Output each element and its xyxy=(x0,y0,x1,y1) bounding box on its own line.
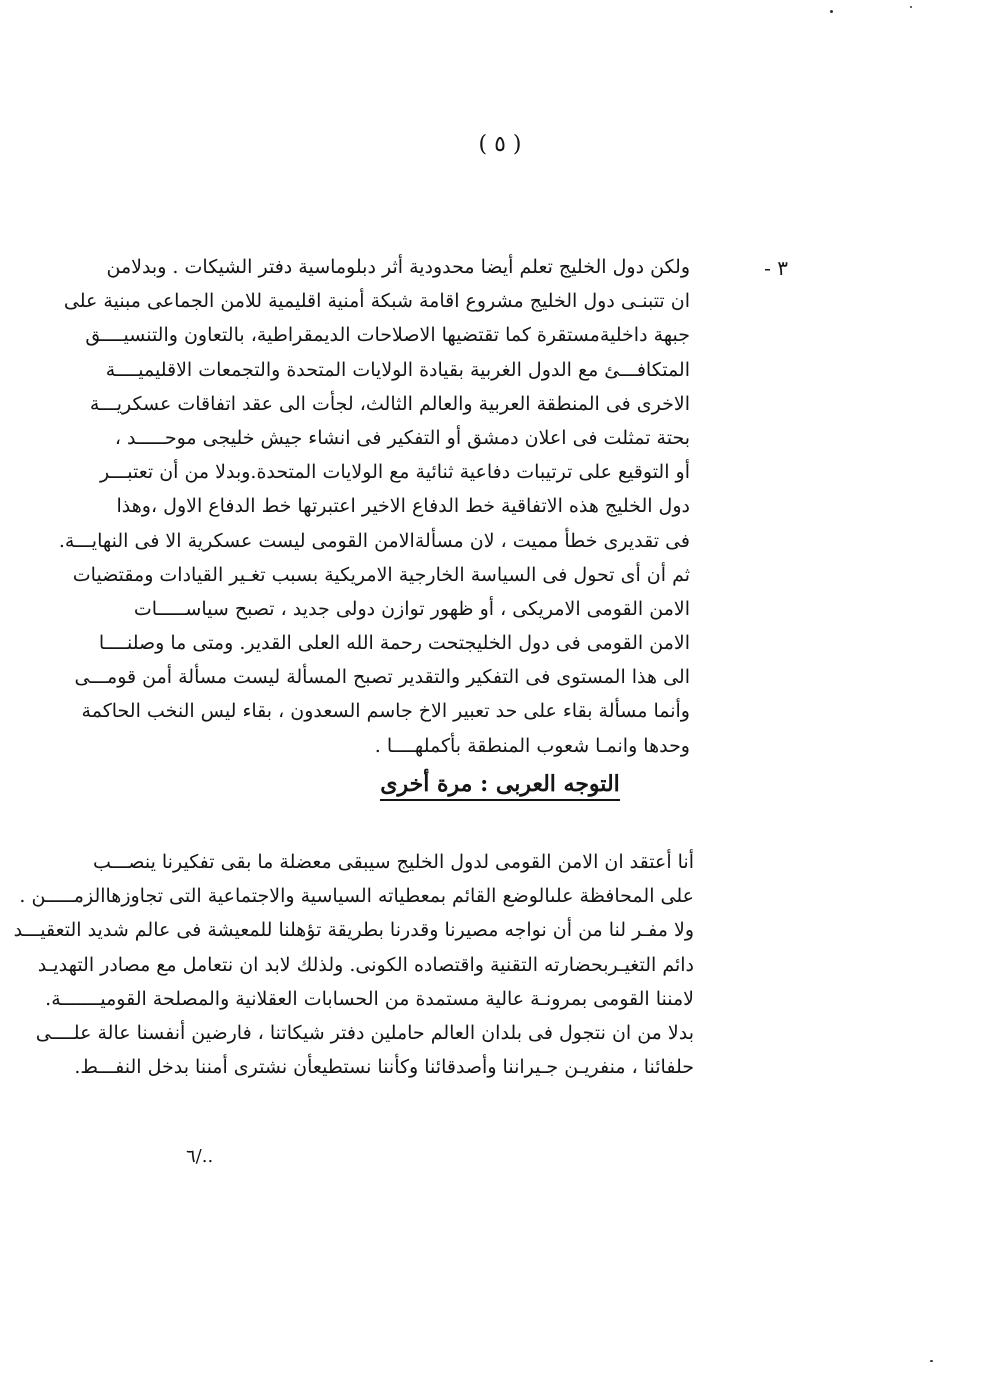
scan-speck xyxy=(830,10,833,13)
paragraph-line: الامن القومى الامريكى ، أو ظهور توازن دولى جديد ، تصبح سياســـــات xyxy=(133,597,690,620)
paragraph-line: ان تتبنـى دول الخليج مشروع اقامة شبكة أمنية اقليمية للامن الجماعى مبنية على xyxy=(63,290,690,313)
section-heading-text: التوجه العربى : مرة أخرى xyxy=(380,771,620,801)
paragraph-item-3 xyxy=(58,250,690,763)
paragraph-line: لامننا القومى بمرونـة عالية مستمدة من الحسابات العقلانية والمصلحة القوميـــــــة. xyxy=(45,987,694,1010)
paragraph-line: الامن القومى فى دول الخليجتحت رحمة الله العلى القدير. ومتى ما وصلنــــا xyxy=(98,632,690,655)
scan-speck xyxy=(910,6,912,8)
paragraph-line: بدلا من ان نتجول فى بلدان العالم حاملين دفتر شيكاتنا ، فارضين أنفسنا عالة علــــى xyxy=(35,1021,694,1044)
paragraph-line: جبهة داخليةمستقرة كما تقتضيها الاصلاحات الديمقراطية، بالتعاون والتنسيــــق xyxy=(85,324,690,347)
paragraph-line: ولكن دول الخليج تعلم أيضا محدودية أثر دبلوماسية دفتر الشيكات . وبدلامن xyxy=(106,256,690,278)
paragraph-line: ثم أن أى تحول فى السياسة الخارجية الامريكية بسبب تغـير القيادات ومقتضيات xyxy=(72,563,690,586)
paragraph-line: أو التوقيع على ترتيبات دفاعية ثنائية مع الولايات المتحدة.وبدلا من أن تعتبـــر xyxy=(100,461,690,484)
paragraph-line: دول الخليج هذه الاتفاقية خط الدفاع الاخير اعتبرتها خط الدفاع الاول ،وهذا xyxy=(116,495,690,518)
paragraph-line: أنا أعتقد ان الامن القومى لدول الخليج سيبقى معضلة ما بقى تفكيرنا ينصـــب xyxy=(93,851,694,873)
paragraph-line: بحتة تمثلت فى اعلان دمشق أو التفكير فى انشاء جيش خليجى موحـــــد ، xyxy=(114,426,690,449)
paragraph-line: دائم التغيـربحضارته التقنية واقتصاده الكونى. ولذلك لابد ان نتعامل مع مصادر التهديـد xyxy=(37,953,694,976)
paragraph-line: ولا مفـر لنا من أن نواجه مصيرنا وقدرنا بطريقة تؤهلنا للمعيشة فى عالم شديد التعقيـــد xyxy=(13,919,694,942)
paragraph-line: حلفائنا ، منفريـن جـيراننا وأصدقائنا وكأننا نستطيعأن نشترى أمننا بدخل النفـــط. xyxy=(74,1056,694,1079)
paragraph-arab-orientation xyxy=(13,845,694,1084)
paragraph-line: الاخرى فى المنطقة العربية والعالم الثالث، لجأت الى عقد اتفاقات عسكريـــة xyxy=(89,392,690,415)
continuation-page-ref: ٦/.. xyxy=(186,1146,214,1167)
paragraph-line: على المحافظة علىالوضع القائم بمعطياته السياسية والاجتماعية التى تجاوزهاالزمـــــن . xyxy=(19,885,694,908)
item-number: ٣ - xyxy=(764,256,788,280)
paragraph-line: فى تقديرى خطأ مميت ، لان مسألةالامن القومى ليست عسكرية الا فى النهايـــة. xyxy=(58,529,690,552)
paragraph-line: المتكافـــئ مع الدول الغربية بقيادة الولايات المتحدة والتجمعات الاقليميــــة xyxy=(105,358,690,381)
paragraph-line: وحدها وانمـا شعوب المنطقة بأكملهــــا . xyxy=(374,734,690,757)
paragraph-line: وأنما مسألة بقاء على حد تعبير الاخ جاسم السعدون ، بقاء ليس النخب الحاكمة xyxy=(81,700,690,723)
page-number: ( ٥ ) xyxy=(478,132,522,157)
paragraph-line: الى هذا المستوى فى التفكير والتقدير تصبح المسألة ليست مسألة أمن قومـــى xyxy=(74,666,690,689)
section-heading xyxy=(0,771,1000,797)
scan-speck xyxy=(930,1360,933,1362)
